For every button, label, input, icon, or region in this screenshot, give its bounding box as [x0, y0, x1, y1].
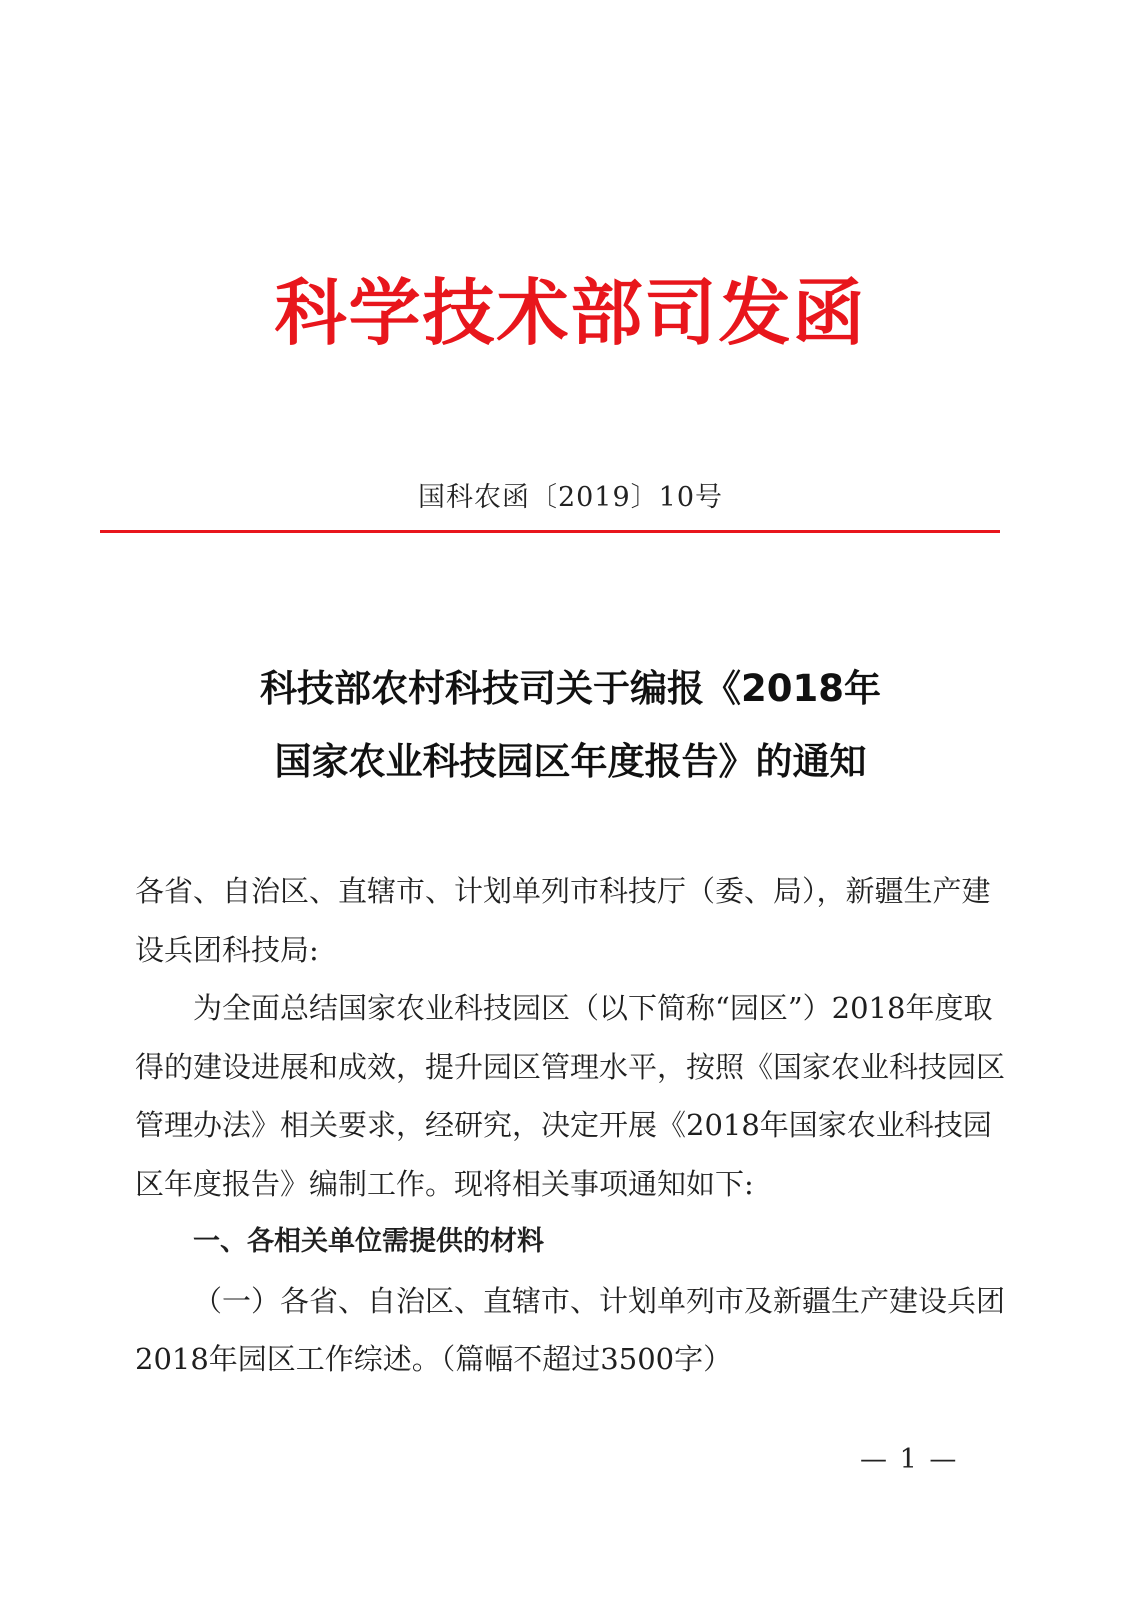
section-heading-1: 一、各相关单位需提供的材料 [193, 1226, 544, 1257]
intro-paragraph: 为全面总结国家农业科技园区（以下简称“园区”）2018年度取得的建设进展和成效，提升园区管理水平，按照《国家农业科技园区管理办法》相关要求，经研究，决定开展《2018年国家农业科技园区年度报告》编制工作。现将相关事项通知如下: [135, 991, 1006, 1201]
page-number: — 1 — [860, 1444, 959, 1475]
salutation: 各省、自治区、直辖市、计划单列市科技厅（委、局），新疆生产建设兵团科技局: [135, 874, 991, 967]
notice-title-line-2: 国家农业科技园区年度报告》的通知 [274, 740, 867, 783]
document-number: 国科农函〔2019〕10号 [417, 482, 724, 513]
notice-body [135, 862, 1005, 1389]
notice-title-line-1: 科技部农村科技司关于编报《2018年 [260, 667, 881, 710]
item-1-paragraph: （一）各省、自治区、直辖市、计划单列市及新疆生产建设兵团2018年园区工作综述。（篇幅不超过3500字） [135, 1283, 1006, 1376]
notice-title [0, 652, 1141, 798]
red-separator-line [100, 530, 1000, 533]
letterhead-title: 科学技术部司发函 [274, 271, 867, 355]
